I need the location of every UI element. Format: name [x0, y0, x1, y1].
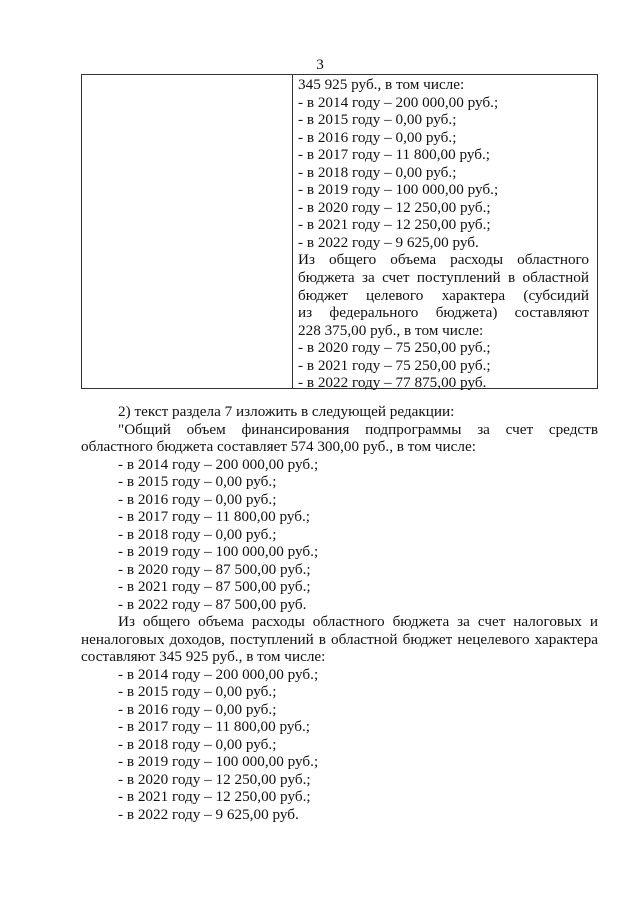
- cell-year-list-2: [298, 339, 589, 392]
- list-item: - в 2019 году – 100 000,00 руб.;: [118, 753, 319, 770]
- list-item: - в 2022 году – 87 500,00 руб.: [118, 595, 307, 613]
- list-item: - в 2016 году – 0,00 руб.;: [298, 128, 457, 146]
- paragraph-line: Из общего объема расходы областного бюджета за счет налоговых и: [118, 613, 598, 630]
- paragraph-line: неналоговых доходов, поступлений в областной бюджет нецелевого характера: [81, 630, 598, 648]
- paragraph-line: "Общий объем финансирования подпрограммы за счет средств: [118, 420, 598, 438]
- list-item: - в 2014 году – 200 000,00 руб.;: [298, 93, 499, 111]
- list-item: - в 2014 году – 200 000,00 руб.;: [118, 665, 319, 683]
- list-item: - в 2015 году – 0,00 руб.;: [118, 683, 277, 700]
- list-item: - в 2015 году – 0,00 руб.;: [118, 473, 277, 490]
- list-item: - в 2017 году – 11 800,00 руб.;: [298, 146, 491, 164]
- list-item: - в 2021 году – 75 250,00 руб.;: [298, 356, 491, 374]
- list-item: - в 2022 году – 77 875,00 руб.: [298, 374, 487, 392]
- list-item: - в 2014 году – 200 000,00 руб.;: [118, 455, 319, 473]
- cell-year-list: [298, 94, 589, 252]
- list-item: - в 2021 году – 12 250,00 руб.;: [118, 788, 311, 805]
- list-item: - в 2019 году – 100 000,00 руб.;: [298, 181, 499, 199]
- paragraph-line: 228 375,00 руб., в том числе:: [298, 321, 484, 339]
- list-item: - в 2021 году – 87 500,00 руб.;: [118, 578, 311, 595]
- page-number: 3: [316, 56, 324, 73]
- table-right-cell: [298, 76, 589, 392]
- list-item: - в 2017 году – 11 800,00 руб.;: [118, 508, 311, 525]
- year-list-1: [118, 456, 598, 614]
- section-heading: 2) текст раздела 7 изложить в следующей редакции:: [118, 403, 455, 420]
- list-item: - в 2018 году – 0,00 руб.;: [118, 735, 277, 753]
- list-item: - в 2016 году – 0,00 руб.;: [118, 490, 277, 508]
- list-item: - в 2018 году – 0,00 руб.;: [298, 163, 457, 181]
- paragraph-line: Из общего объема расходы областного: [298, 251, 589, 269]
- paragraph-line: бюджет целевого характера (субсидий: [298, 286, 589, 304]
- year-list-2: [118, 666, 598, 824]
- table-column-divider: [292, 75, 293, 388]
- paragraph-line: областного бюджета составляет 574 300,00 руб., в том числе:: [81, 438, 476, 455]
- list-item: - в 2020 году – 87 500,00 руб.;: [118, 560, 311, 578]
- list-item: - в 2019 году – 100 000,00 руб.;: [118, 543, 319, 560]
- list-item: - в 2015 году – 0,00 руб.;: [298, 111, 457, 129]
- paragraph-line: из федерального бюджета) составляют: [298, 304, 589, 322]
- budget-table: [81, 74, 598, 392]
- list-item: - в 2020 году – 12 250,00 руб.;: [298, 198, 491, 216]
- list-item: - в 2018 году – 0,00 руб.;: [118, 525, 277, 543]
- list-item: - в 2016 году – 0,00 руб.;: [118, 700, 277, 718]
- list-item: - в 2020 году – 12 250,00 руб.;: [118, 770, 311, 788]
- list-item: - в 2022 году – 9 625,00 руб.: [118, 805, 299, 823]
- paragraph-line: составляют 345 925 руб., в том числе:: [81, 648, 326, 665]
- list-item: - в 2017 году – 11 800,00 руб.;: [118, 718, 311, 735]
- list-item: - в 2021 году – 12 250,00 руб.;: [298, 216, 491, 234]
- cell-intro: 345 925 руб., в том числе:: [298, 76, 465, 93]
- cell-paragraph: [298, 251, 589, 339]
- list-item: - в 2022 году – 9 625,00 руб.: [298, 233, 479, 251]
- list-item: - в 2020 году – 75 250,00 руб.;: [298, 339, 491, 357]
- section-text: [81, 403, 598, 823]
- paragraph-line: бюджета за счет поступлений в областной: [298, 269, 589, 287]
